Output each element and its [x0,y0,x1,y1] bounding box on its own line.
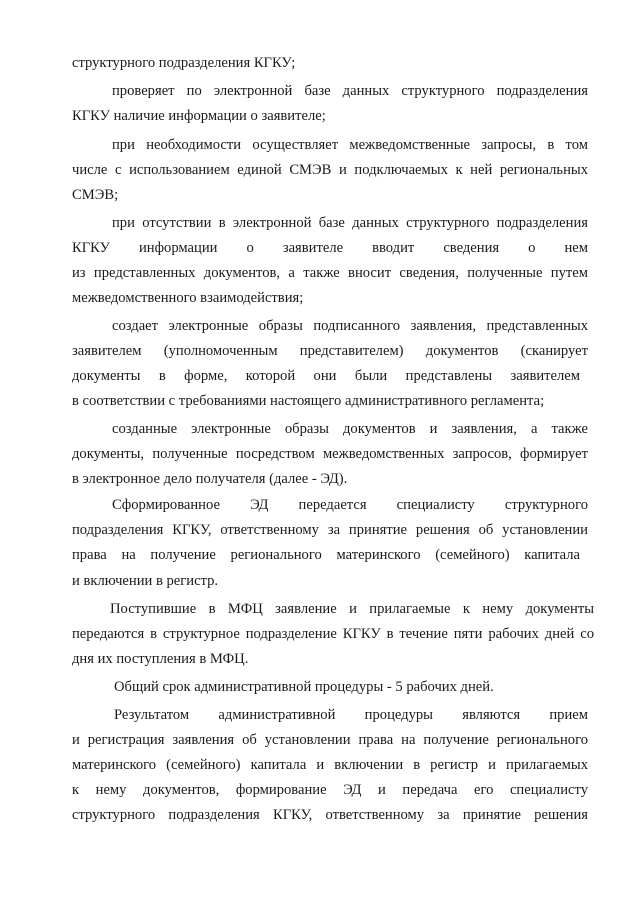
text-line: передаются в структурное подразделение КГКУ в течение пяти рабочих дней со [72,626,594,642]
text-line: в соответствии с требованиями настоящего административного регламента; [72,393,545,409]
text-line: в электронное дело получателя (далее - ЭД). [72,471,348,487]
text-line: Поступившие в МФЦ заявление и прилагаемые к нему документы [110,601,594,617]
text-line: проверяет по электронной базе данных структурного подразделения [112,83,588,99]
text-line: КГКУ наличие информации о заявителе; [72,108,326,124]
text-line: документы в форме, которой они были представлены заявителем [72,368,580,384]
text-line: при необходимости осуществляет межведомственные запросы, в том [112,137,588,153]
text-line: КГКУ информации о заявителе вводит сведения о нем [72,240,588,256]
text-line: межведомственного взаимодействия; [72,290,304,306]
text-line: и регистрация заявления об установлении права на получение регионального [72,732,588,748]
text-line: Общий срок административной процедуры - 5 рабочих дней. [114,679,494,695]
text-line: при отсутствии в электронной базе данных структурного подразделения [112,215,588,231]
text-line: подразделения КГКУ, ответственному за принятие решения об установлении [72,522,588,538]
text-line: материнского (семейного) капитала и включении в регистр и прилагаемых [72,757,588,773]
text-line: документы, полученные посредством межведомственных запросов, формирует [72,446,588,462]
text-line: права на получение регионального материнского (семейного) капитала [72,547,580,563]
text-line: Результатом административной процедуры являются прием [114,707,588,723]
text-line: к нему документов, формирование ЭД и передача его специалисту [72,782,588,798]
text-line: структурного подразделения КГКУ; [72,55,296,71]
text-line: созданные электронные образы документов и заявления, а также [112,421,588,437]
text-line: из представленных документов, а также вносит сведения, полученные путем [72,265,588,281]
text-line: дня их поступления в МФЦ. [72,651,249,667]
text-line: Сформированное ЭД передается специалисту структурного [112,497,588,513]
text-line: числе с использованием единой СМЭВ и подключаемых к ней региональных [72,162,588,178]
text-line: и включении в регистр. [72,573,219,589]
text-line: заявителем (уполномоченным представителем) документов (сканирует [72,343,588,359]
text-line: СМЭВ; [72,187,119,203]
text-line: создает электронные образы подписанного заявления, представленных [112,318,588,334]
text-line: структурного подразделения КГКУ, ответственному за принятие решения [72,807,588,823]
